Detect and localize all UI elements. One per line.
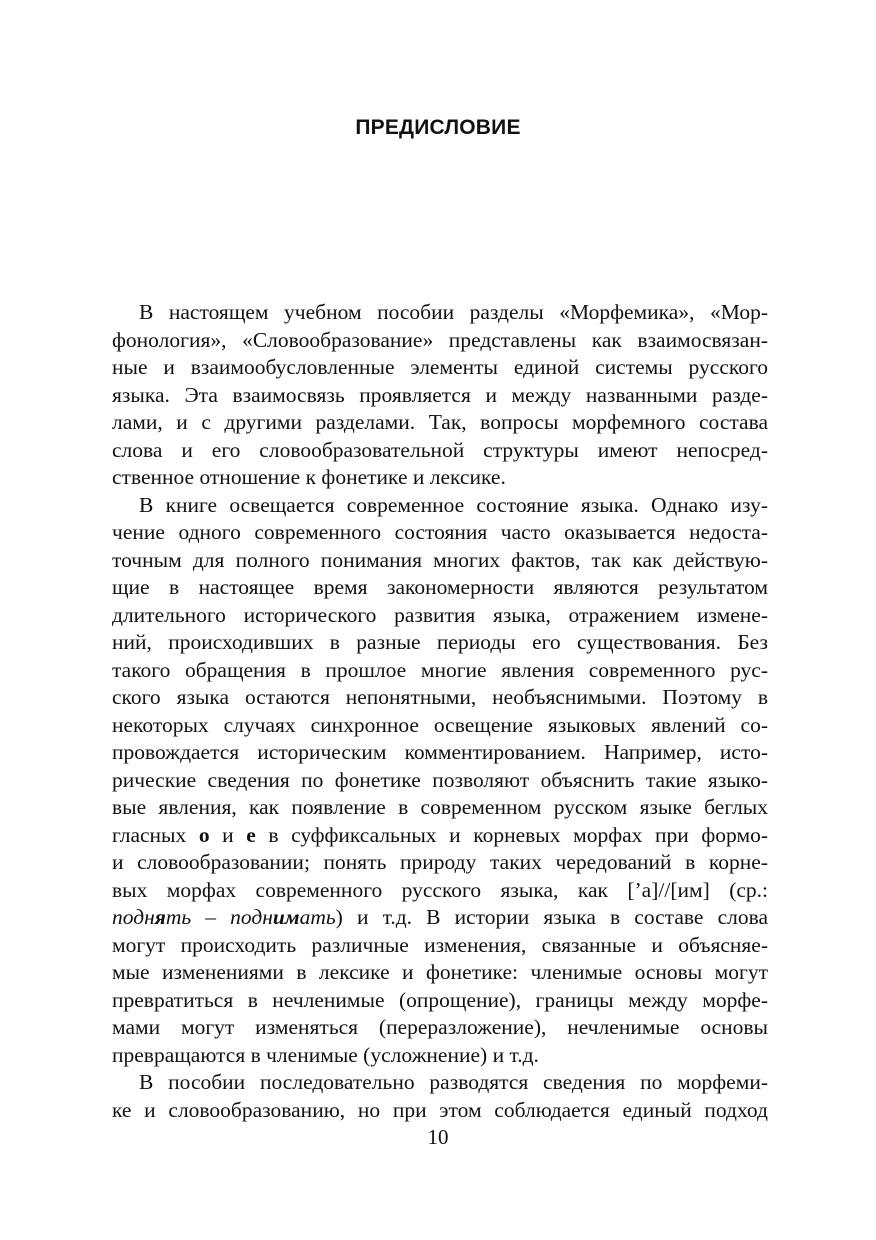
text-line: ний, происходивших в разные периоды его существования. Без — [112, 630, 768, 654]
page-number: 10 — [427, 1125, 449, 1149]
text-line: ке и словообразованию, но при этом соблюдается единый подход — [112, 1097, 768, 1122]
text-line: длительного исторического развития языка, отражением измене- — [112, 602, 768, 627]
text-line: и словообразовании; понять природу таких чередований в корне- — [112, 850, 768, 874]
text-segment: и — [209, 822, 247, 847]
text-line-vowels — [112, 822, 768, 850]
text-line: превратиться в нечленимые (опрощение), границы между морфе- — [112, 987, 768, 1012]
bold-letter-o: о — [198, 822, 210, 847]
text-line: такого обращения в прошлое многие явления современного рус- — [112, 657, 768, 682]
text-line: лами, и с другими разделами. Так, вопросы морфемного состава — [112, 410, 768, 434]
text-line: рические сведения по фонетике позволяют объяснить такие языко- — [112, 767, 768, 792]
word-part-bold: я — [154, 905, 166, 929]
text-line-example — [112, 904, 768, 932]
text-line: превращаются в членимые (усложнение) и т.д. — [112, 1042, 539, 1067]
text-line: вых морфах современного русского языка, как [’а]//[им] (ср.: — [112, 877, 768, 902]
text-line: мые изменениями в лексике и фонетике: членимые основы могут — [112, 960, 768, 984]
word-part-bold: им — [272, 905, 300, 929]
text-line: некоторых случаях синхронное освещение языковых явлений со- — [112, 712, 768, 737]
text-line: провождается историческим комментированием. Например, исто- — [112, 740, 768, 764]
text-line: чение одного современного состояния часто оказывается недоста- — [112, 520, 768, 544]
text-line: ского языка остаются непонятными, необъяснимыми. Поэтому в — [112, 685, 768, 709]
word-part: подн — [112, 905, 155, 929]
paragraph-3 — [112, 1069, 768, 1124]
text-line: вые явления, как появление в современном русском языке беглых — [112, 795, 768, 819]
text-line: слова и его словообразовательной структуры имеют непосред- — [112, 437, 768, 462]
word-part: подн — [230, 905, 273, 929]
example-word-1 — [112, 905, 230, 929]
example-word-2 — [230, 905, 336, 929]
text-line: ные и взаимообусловленные элементы единой системы русского — [112, 355, 768, 379]
text-segment: в суффиксальных и корневых морфах при формо- — [255, 822, 768, 847]
text-line: мами могут изменяться (переразложение), нечленимые основы — [112, 1015, 768, 1039]
bold-letter-e: е — [246, 822, 256, 847]
paragraph-2 — [112, 492, 768, 1070]
text-line: точным для полного понимания многих фактов, так как действую- — [112, 547, 768, 572]
text-segment: гласных — [112, 822, 199, 847]
word-part: ать — [299, 905, 336, 929]
word-part: ть — [165, 905, 192, 929]
text-line: В пособии последовательно разводятся сведения по морфеми- — [139, 1070, 768, 1094]
text-line: фонология», «Словообразование» представлены как взаимосвязан- — [112, 327, 768, 352]
text-line: ственное отношение к фонетике и лексике. — [112, 465, 506, 489]
text-line: В настоящем учебном пособии разделы «Морфемика», «Мор- — [139, 300, 768, 324]
body-text — [112, 299, 768, 1124]
text-segment: ) и т.д. В истории языка в составе слова — [335, 905, 768, 929]
paragraph-1 — [112, 299, 768, 492]
text-line: В книге освещается современное состояние языка. Однако изу- — [139, 492, 768, 517]
text-line: могут происходить различные изменения, связанные и объясняе- — [112, 932, 768, 957]
dash: – — [191, 905, 231, 929]
text-line: языка. Эта взаимосвязь проявляется и между названными разде- — [112, 382, 768, 407]
text-line: щие в настоящее время закономерности являются результатом — [112, 575, 768, 599]
page-title: ПРЕДИСЛОВИЕ — [355, 116, 521, 139]
